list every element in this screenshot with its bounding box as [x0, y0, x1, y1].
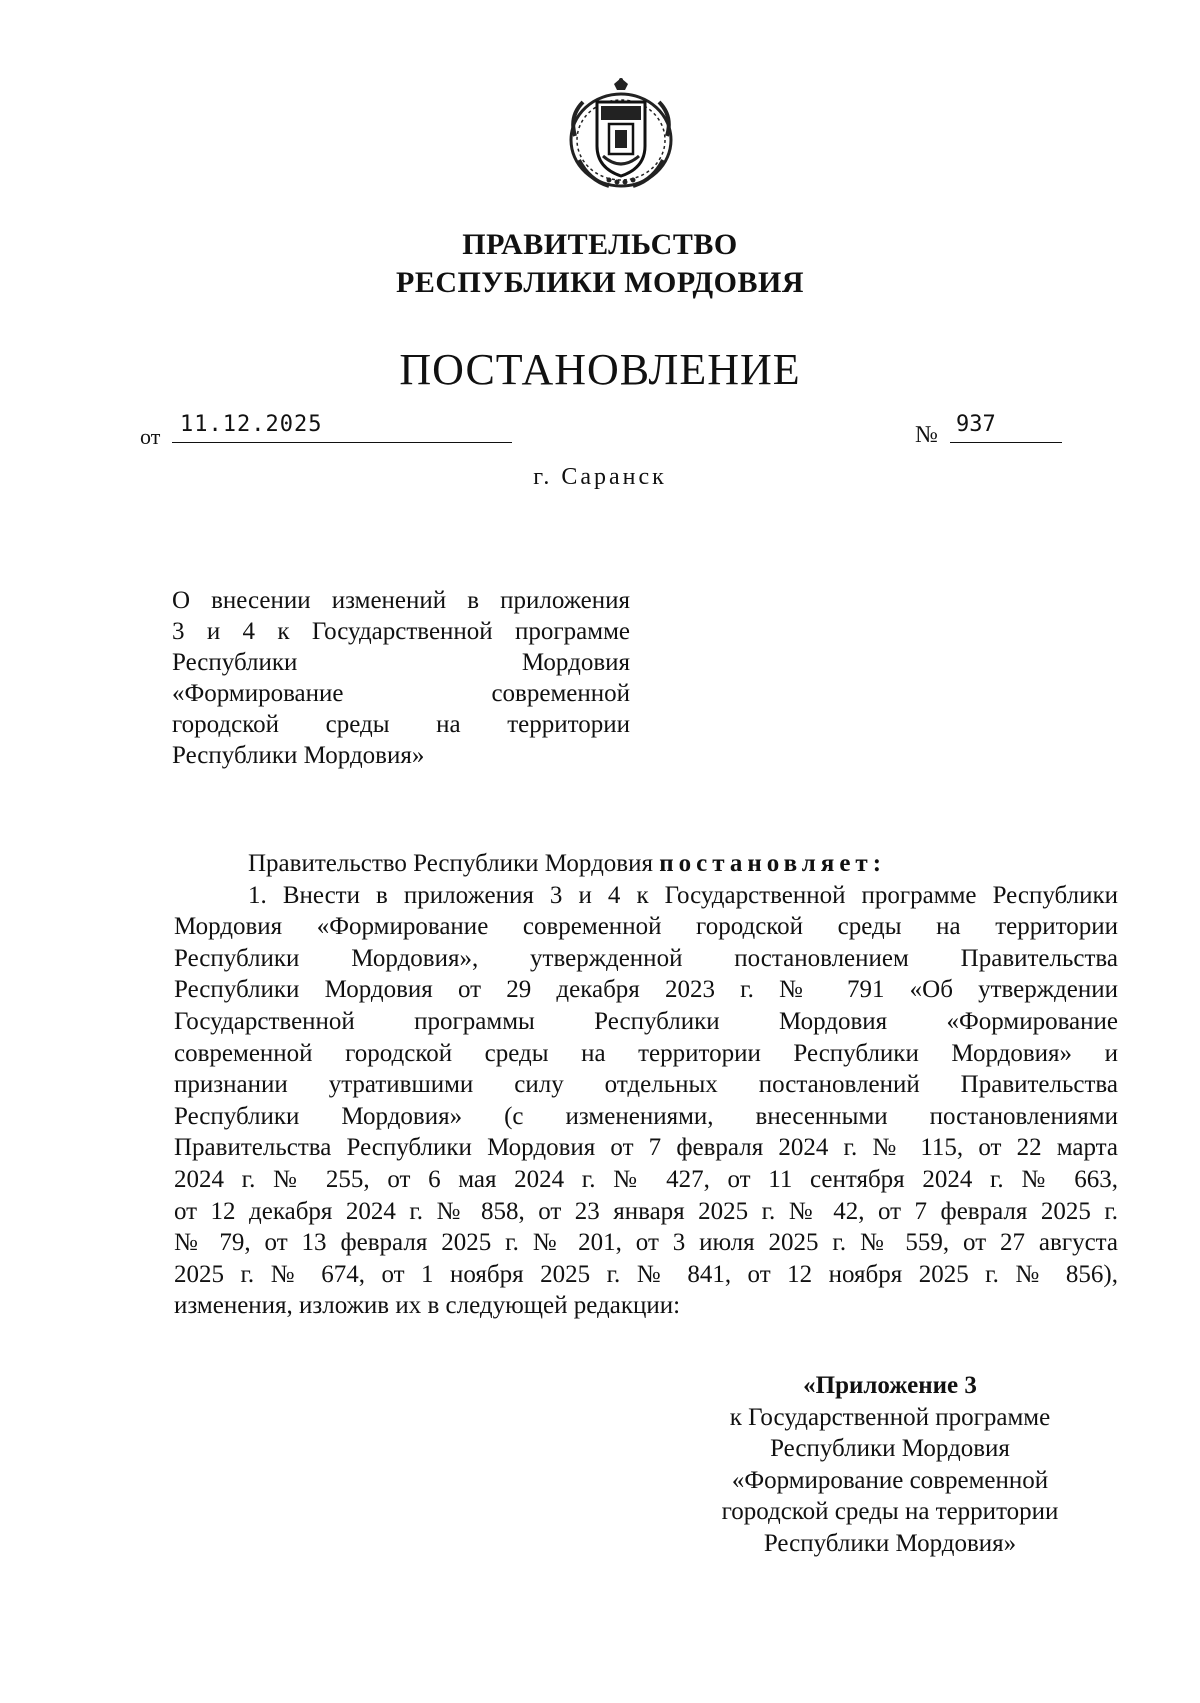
- body-line: № 79, от 13 февраля 2025 г. № 201, от 3 июля 2025 г. № 559, от 27 августа: [174, 1229, 1118, 1257]
- body-line: признании утратившими силу отдельных постановлений Правительства: [174, 1071, 1118, 1099]
- subject-line: Республики Мордовия»: [172, 742, 425, 769]
- subject-block: [172, 585, 630, 771]
- org-name-line-1: ПРАВИТЕЛЬСТВО: [462, 228, 738, 261]
- org-name-line-2: РЕСПУБЛИКИ МОРДОВИЯ: [396, 266, 804, 299]
- intro-line: [174, 848, 1118, 880]
- subject-line: Республики Мордовия: [172, 649, 630, 676]
- document-number: 937: [956, 412, 996, 437]
- body-line: Республики Мордовия» (с изменениями, внесенными постановлениями: [174, 1102, 1118, 1130]
- appendix-line: Республики Мордовия»: [763, 1529, 1017, 1557]
- document-type-title: ПОСТАНОВЛЕНИЕ: [399, 345, 801, 394]
- body-line: Государственной программы Республики Мордовия «Формирование: [174, 1007, 1118, 1035]
- body-line: от 12 декабря 2024 г. № 858, от 23 января 2025 г. № 42, от 7 февраля 2025 г.: [174, 1197, 1118, 1225]
- body-line: 2025 г. № 674, от 1 ноября 2025 г. № 841, от 12 ноября 2025 г. № 856),: [174, 1260, 1118, 1288]
- appendix-heading: [690, 1370, 1090, 1559]
- appendix-line: «Формирование современной: [731, 1466, 1049, 1494]
- body-line: изменения, изложив их в следующей редакции:: [174, 1292, 681, 1320]
- intro-text: Правительство Республики Мордовия: [248, 850, 660, 877]
- city: г. Саранск: [533, 464, 667, 490]
- body-line: Республики Мордовия от 29 декабря 2023 г. № 791 «Об утверждении: [174, 976, 1118, 1004]
- date-prefix: от: [140, 424, 161, 449]
- appendix-line: Республики Мордовия: [770, 1435, 1010, 1462]
- body-line: Правительства Республики Мордовия от 7 февраля 2024 г. № 115, от 22 марта: [174, 1134, 1118, 1162]
- intro-emphasis: постановляет:: [659, 850, 887, 877]
- number-prefix: №: [915, 422, 938, 448]
- number-field: [950, 412, 1062, 443]
- coat-of-arms-icon: [565, 76, 677, 194]
- subject-line: О внесении изменений в приложения: [172, 587, 630, 614]
- appendix-title: «Приложение 3: [803, 1372, 977, 1399]
- decree-body: [174, 848, 1118, 1322]
- subject-line: «Формирование современной: [172, 680, 630, 707]
- subject-line: городской среды на территории: [172, 711, 630, 738]
- body-line: 1. Внести в приложения 3 и 4 к Государственной программе Республики: [248, 881, 1118, 909]
- subject-line: 3 и 4 к Государственной программе: [172, 618, 630, 645]
- document-date: 11.12.2025: [180, 412, 323, 437]
- body-line: 2024 г. № 255, от 6 мая 2024 г. № 427, от 11 сентября 2024 г. № 663,: [174, 1165, 1118, 1193]
- body-line: Мордовия «Формирование современной городской среды на территории: [174, 913, 1118, 941]
- date-number-row: [140, 412, 1060, 456]
- date-field: [172, 412, 512, 443]
- appendix-line: городской среды на территории: [721, 1498, 1059, 1525]
- body-line: Республики Мордовия», утвержденной постановлением Правительства: [174, 944, 1118, 972]
- body-line: современной городской среды на территории Республики Мордовия» и: [174, 1039, 1118, 1067]
- appendix-line: к Государственной программе: [729, 1403, 1051, 1431]
